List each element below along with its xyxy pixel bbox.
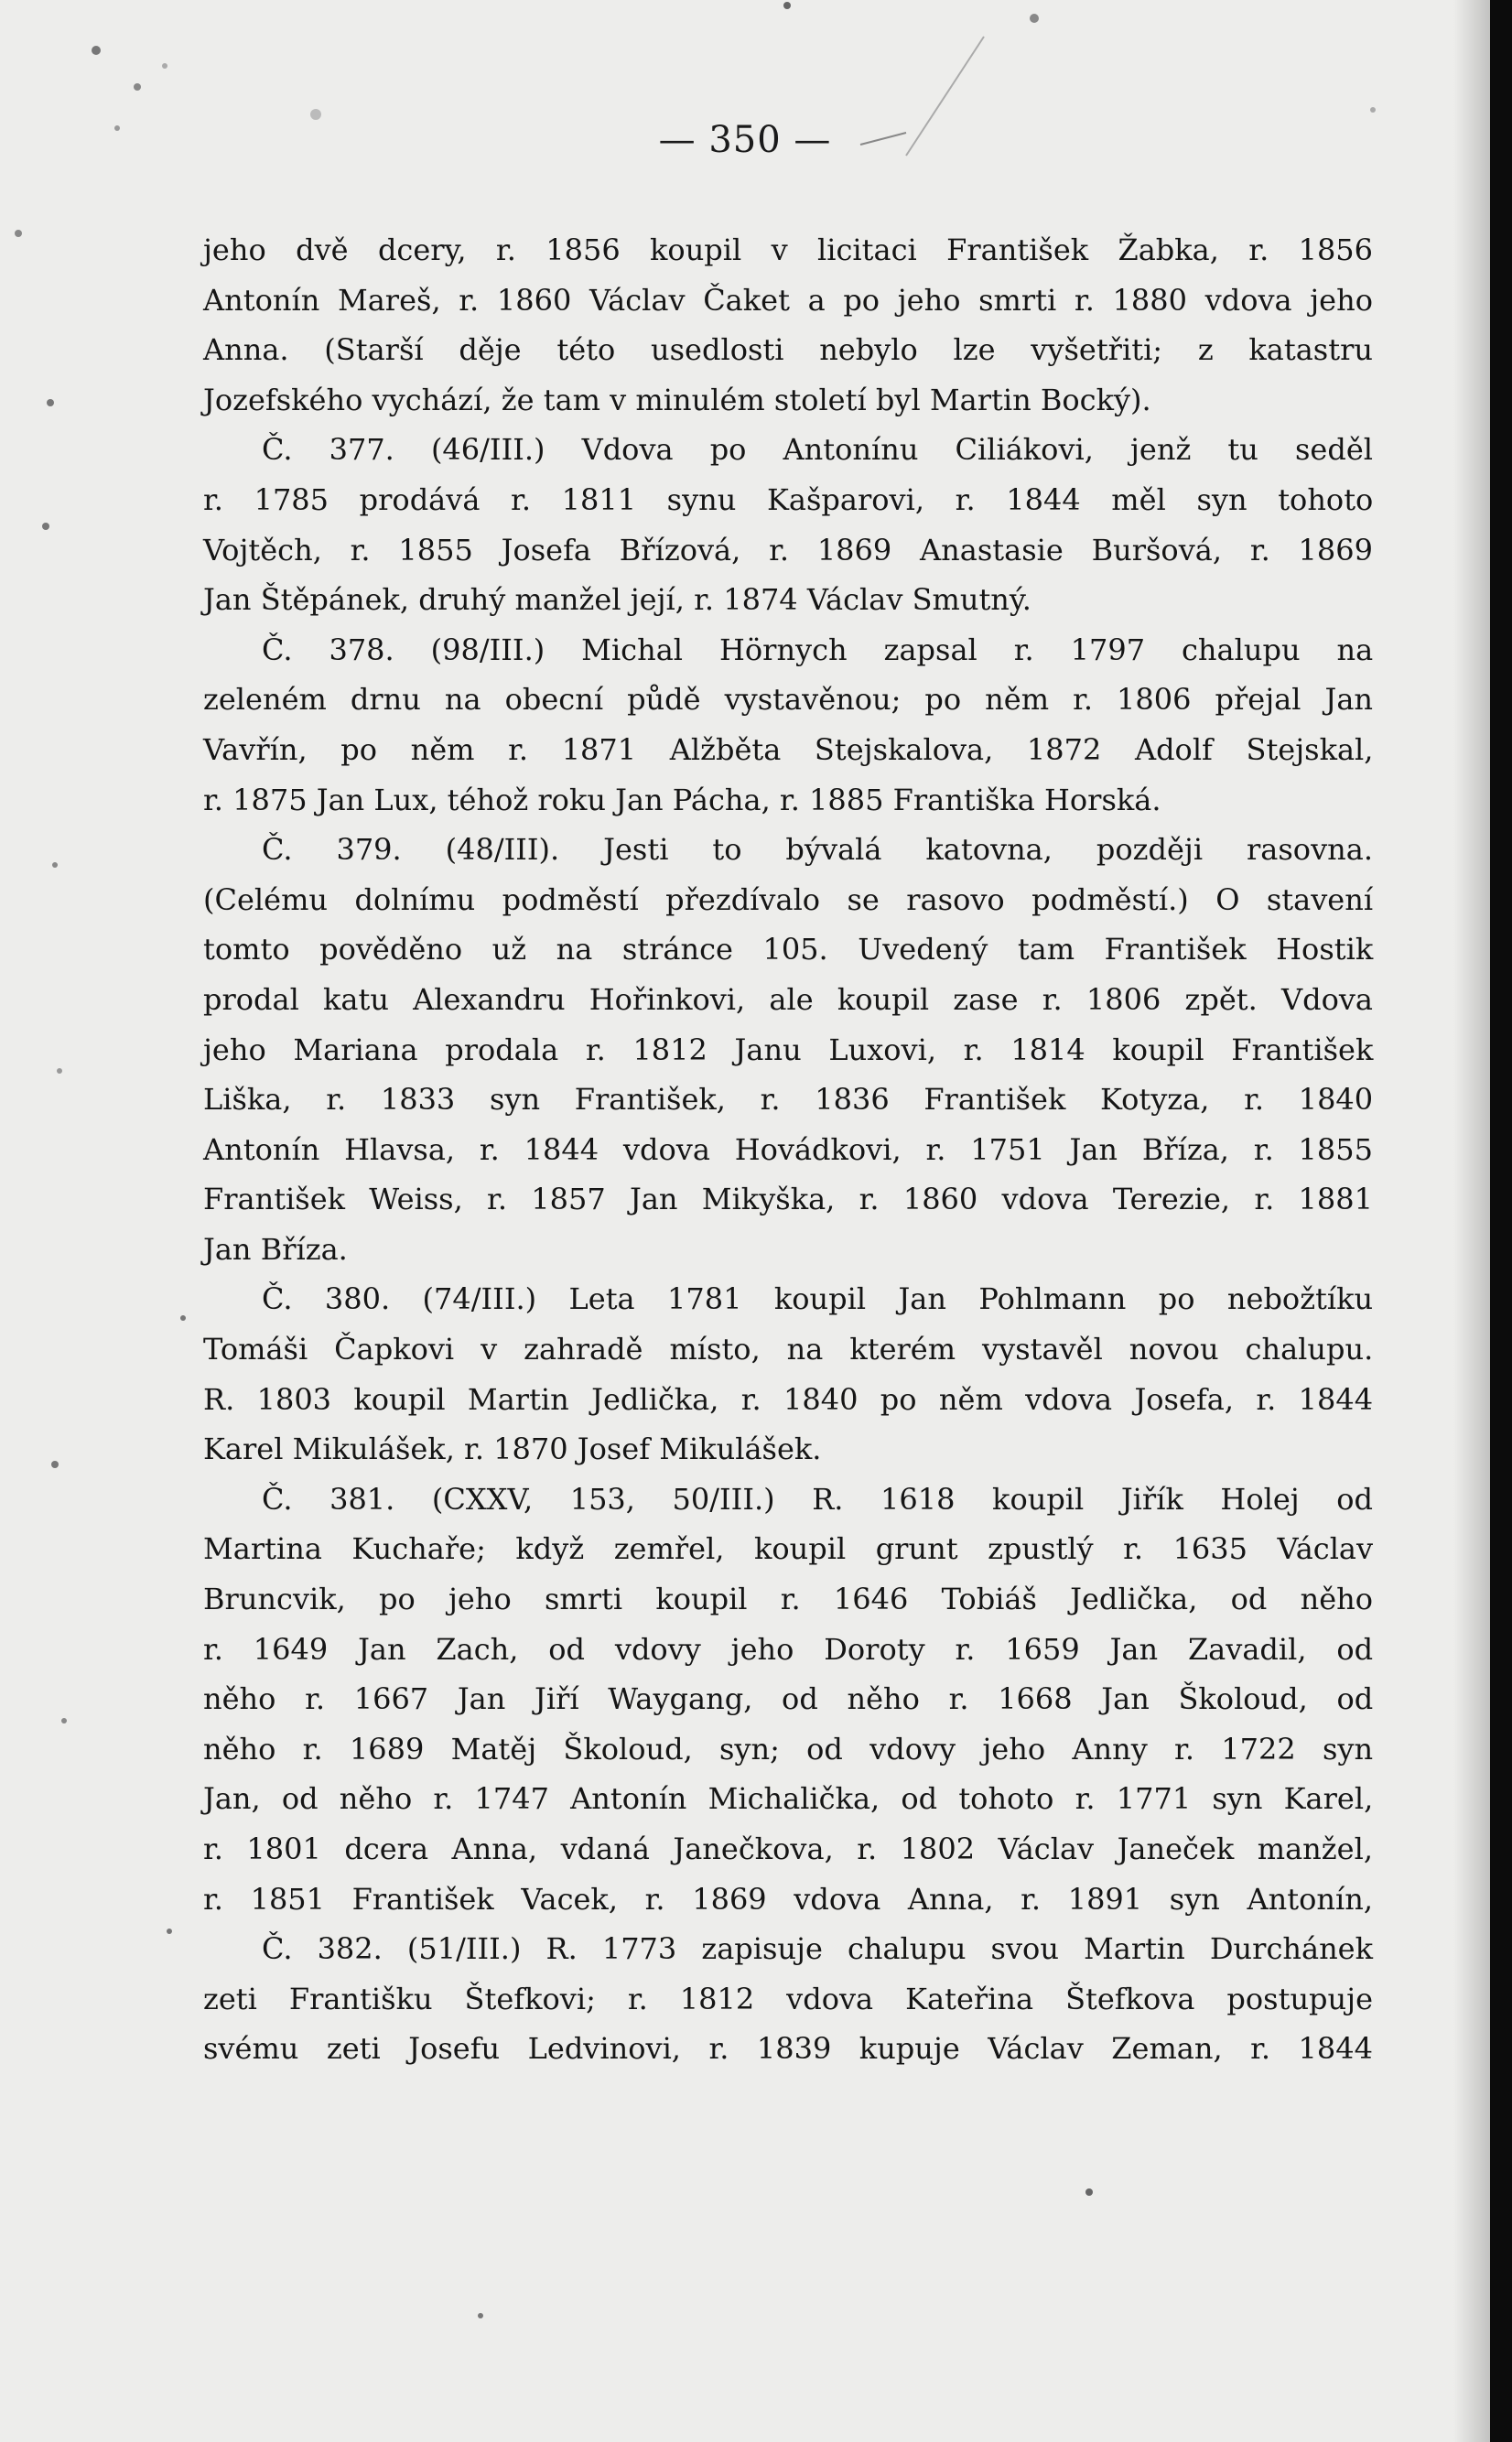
text-line: zeleném drnu na obecní půdě vystavěnou; po něm r. 1806 přejal Jan (203, 682, 1373, 718)
speck (92, 46, 101, 55)
text-line: Vavřín, po něm r. 1871 Alžběta Stejskalova, 1872 Adolf Stejskal, (203, 731, 1374, 767)
text-line: tomto pověděno už na stránce 105. Uvedený tam František Hostik (203, 932, 1374, 967)
speck (47, 399, 54, 406)
text-line: prodal katu Alexandru Hořinkovi, ale koupil zase r. 1806 zpět. Vdova (203, 981, 1373, 1017)
page-edge-shadow (1453, 0, 1490, 2442)
text-line: František Weiss, r. 1857 Jan Mikyška, r. 1860 vdova Terezie, r. 1881 (203, 1182, 1373, 1217)
text-line: Č. 382. (51/III.) R. 1773 zapisuje chalupu svou Martin Durchánek (203, 1931, 1373, 1967)
body-text (203, 225, 1373, 2074)
text-line: Č. 378. (98/III.) Michal Hörnych zapsal r. 1797 chalupu na (203, 632, 1374, 667)
text-line: Jozefského vychází, že tam v minulém století byl Martin Bocký). (203, 382, 1151, 417)
text-line: Anna. (Starší děje této usedlosti nebylo lze vyšetřiti; z katastru (203, 332, 1373, 368)
text-line: r. 1851 František Vacek, r. 1869 vdova Anna, r. 1891 syn Antonín, (203, 1881, 1373, 1917)
text-line: r. 1801 dcera Anna, vdaná Janečkova, r. 1802 Václav Janeček manžel, (203, 1832, 1373, 1866)
text-line: Tomáši Čapkovi v zahradě místo, na kterém vystavěl novou chalupu. (203, 1332, 1374, 1367)
speck (167, 1929, 172, 1934)
text-line: R. 1803 koupil Martin Jedlička, r. 1840 po něm vdova Josefa, r. 1844 (203, 1381, 1374, 1417)
text-line: r. 1785 prodává r. 1811 synu Kašparovi, r. 1844 měl syn tohoto (203, 481, 1374, 517)
speck (134, 83, 141, 91)
text-line: r. 1649 Jan Zach, od vdovy jeho Doroty r. 1659 Jan Zavadil, od (203, 1631, 1374, 1667)
speck (1370, 107, 1376, 113)
text-line: Martina Kuchaře; když zemřel, koupil grunt zpustlý r. 1635 Václav (203, 1531, 1374, 1567)
text-line: Č. 380. (74/III.) Leta 1781 koupil Jan Pohlmann po nebožtíku (203, 1281, 1374, 1317)
text-line: Jan Štěpánek, druhý manžel její, r. 1874 Václav Smutný. (203, 582, 1031, 618)
text-line: Č. 381. (CXXV, 153, 50/III.) R. 1618 koupil Jiřík Holej od (203, 1481, 1373, 1517)
speck (180, 1315, 186, 1321)
text-line: Vojtěch, r. 1855 Josefa Břízová, r. 1869 Anastasie Buršová, r. 1869 (203, 532, 1373, 567)
text-line: (Celému dolnímu podměstí přezdívalo se rasovo podměstí.) O stavení (203, 881, 1374, 917)
text-line: zeti Františku Štefkovi; r. 1812 vdova Kateřina Štefkova postupuje (203, 1981, 1373, 2016)
speck (42, 523, 49, 530)
speck (52, 862, 58, 868)
speck (162, 63, 167, 69)
speck (1085, 2188, 1093, 2196)
text-line: Jan, od něho r. 1747 Antonín Michalička, od tohoto r. 1771 syn Karel, (203, 1781, 1374, 1817)
text-line: Karel Mikulášek, r. 1870 Josef Mikulášek. (203, 1432, 822, 1467)
text-line: něho r. 1667 Jan Jiří Waygang, od něho r. 1668 Jan Školoud, od (203, 1681, 1374, 1717)
page-number: — 350 — (658, 119, 832, 161)
speck (61, 1718, 67, 1723)
text-line: Liška, r. 1833 syn František, r. 1836 František Kotyza, r. 1840 (203, 1082, 1374, 1118)
text-line: Bruncvik, po jeho smrti koupil r. 1646 Tobiáš Jedlička, od něho (203, 1582, 1373, 1617)
text-line: Č. 377. (46/III.) Vdova po Antonínu Ciliákovi, jenž tu seděl (203, 432, 1373, 468)
speck (783, 2, 791, 9)
text-line: jeho dvě dcery, r. 1856 koupil v licitaci František Žabka, r. 1856 (203, 232, 1374, 267)
text-line: Jan Bříza. (203, 1231, 348, 1267)
speck (15, 230, 22, 237)
speck (51, 1461, 59, 1468)
text-line: jeho Mariana prodala r. 1812 Janu Luxovi, r. 1814 koupil František (203, 1032, 1374, 1067)
speck (57, 1068, 62, 1074)
text-line: r. 1875 Jan Lux, téhož roku Jan Pácha, r. 1885 Františka Horská. (203, 782, 1161, 817)
text-line: Antonín Hlavsa, r. 1844 vdova Hovádkovi, r. 1751 Jan Bříza, r. 1855 (203, 1131, 1373, 1167)
text-line: Antonín Mareš, r. 1860 Václav Čaket a po jeho smrti r. 1880 vdova jeho (203, 282, 1373, 318)
text-line: svému zeti Josefu Ledvinovi, r. 1839 kupuje Václav Zeman, r. 1844 (203, 2031, 1373, 2067)
speck (478, 2313, 483, 2318)
speck (1030, 14, 1039, 23)
text-line: Č. 379. (48/III). Jesti to bývalá katovna, později rasovna. (203, 832, 1373, 868)
text-line: něho r. 1689 Matěj Školoud, syn; od vdovy jeho Anny r. 1722 syn (203, 1731, 1374, 1767)
